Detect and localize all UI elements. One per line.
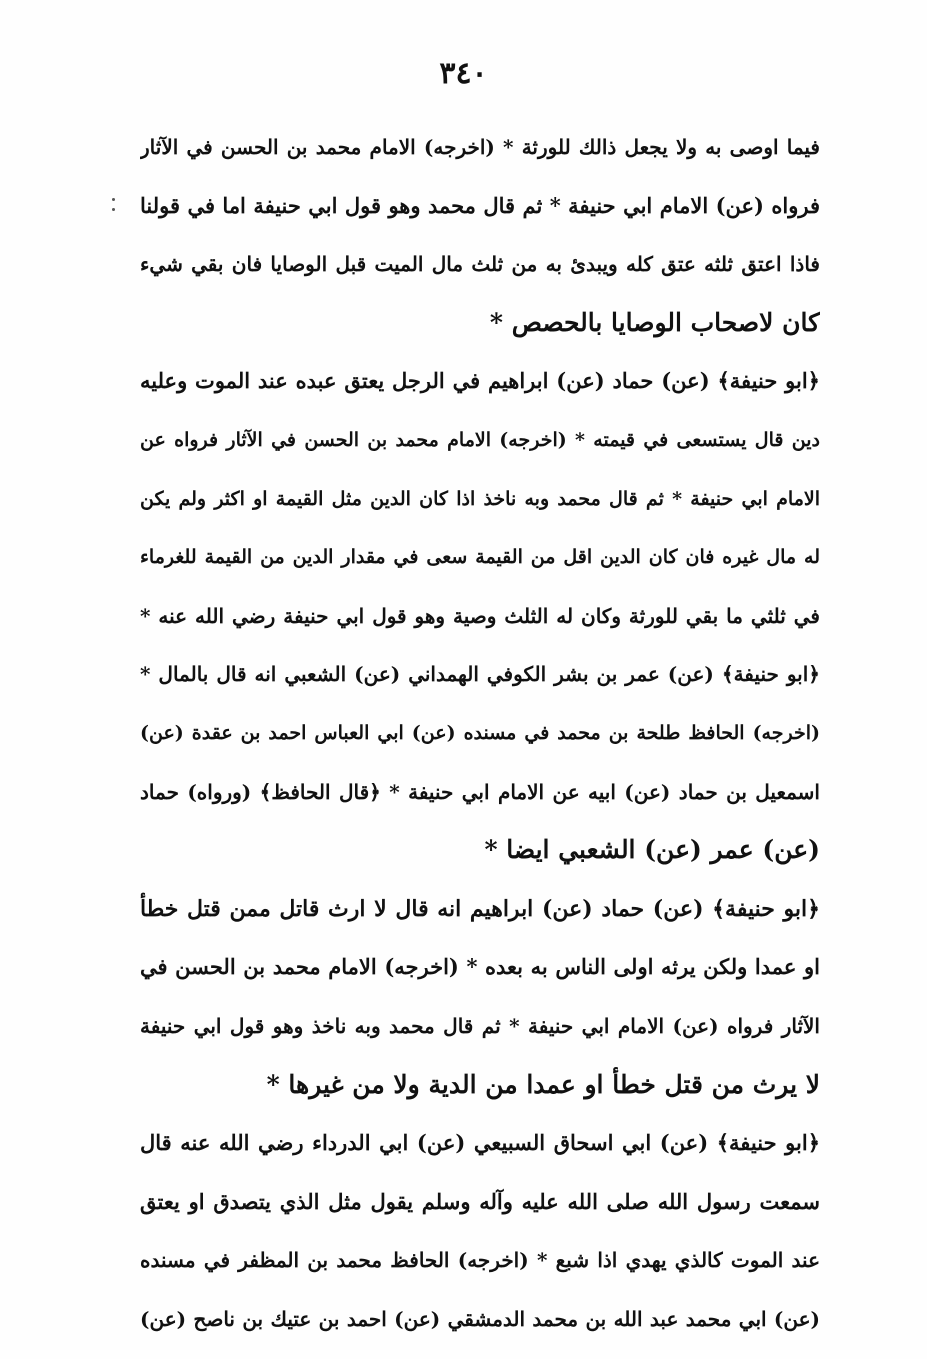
text-line: دين قال يستسعى في قيمته * (اخرجه) الامام محمد بن الحسن في الآثار فرواه عن	[140, 428, 820, 451]
text-line: فاذا اعتق ثلثه عتق كله ويبدئ به من ثلث مال الميت قبل الوصايا فان بقي شيء	[140, 252, 820, 277]
text-line: الامام ابي حنيفة * ثم قال محمد وبه ناخذ اذا كان الدين مثل القيمة او اكثر ولم يكن	[140, 487, 820, 510]
text-line: في ثلثي ما بقي للورثة وكان له الثلث وصية وهو قول ابي حنيفة رضي الله عنه *	[140, 603, 820, 628]
text-line: ﴿ابو حنيفة﴾ (عن) حماد (عن) ابراهيم في الرجل يعتق عبده عند الموت وعليه	[140, 368, 820, 394]
text-line: او عمدا ولكن يرثه اولى الناس به بعده * (اخرجه) الامام محمد بن الحسن في	[140, 954, 820, 980]
text-line: عند الموت كالذي يهدي اذا شبع * (اخرجه) الحافظ محمد بن المظفر في مسنده	[140, 1248, 820, 1273]
scan-speck	[112, 198, 115, 201]
text-line: كان لاصحاب الوصايا بالحصص *	[489, 307, 820, 337]
text-line: فرواه (عن) الامام ابي حنيفة * ثم قال محمد وهو قول ابي حنيفة اما في قولنا	[140, 192, 820, 218]
text-line: (عن) ابي محمد عبد الله بن محمد الدمشقي (عن) احمد بن عتيك بن ناصح (عن)	[140, 1306, 820, 1331]
body-text	[140, 118, 820, 1348]
text-line: الآثار فرواه (عن) الامام ابي حنيفة * ثم قال محمد وبه ناخذ وهو قول ابي حنيفة	[140, 1013, 820, 1038]
text-line: (عن) عمر (عن) الشعبي ايضا *	[484, 835, 820, 865]
scan-speck	[112, 208, 115, 211]
page-number: ٣٤٠	[439, 56, 488, 91]
text-line: (اخرجه) الحافظ طلحة بن محمد في مسنده (عن) ابي العباس احمد بن عقدة (عن)	[140, 721, 820, 744]
text-line: لا يرث من قتل خطأ او عمدا من الدية ولا من غيرها *	[266, 1069, 820, 1099]
text-line: ﴿ابو حنيفة﴾ (عن) حماد (عن) ابراهيم انه قال لا ارث قاتل ممن قتل خطأ	[140, 895, 820, 922]
text-line: ﴿ابو حنيفة﴾ (عن) عمر بن بشر الكوفي الهمداني (عن) الشعبي انه قال بالمال *	[140, 662, 820, 687]
text-line: اسمعيل بن حماد (عن) ابيه عن الامام ابي حنيفة * ﴿قال الحافظ﴾ (ورواه) حماد	[140, 779, 820, 804]
text-line: له مال غيره فان كان الدين اقل من القيمة سعى في مقدار الدين من القيمة للغرماء	[140, 546, 820, 569]
text-line: ﴿ابو حنيفة﴾ (عن) ابي اسحاق السبيعي (عن) ابي الدرداء رضي الله عنه قال	[140, 1130, 820, 1156]
text-line: سمعت رسول الله صلى الله عليه وآله وسلم يقول مثل الذي يتصدق او يعتق	[140, 1188, 820, 1214]
text-line: فيما اوصى به ولا يجعل ذالك للورثة * (اخرجه) الامام محمد بن الحسن في الآثار	[140, 135, 820, 159]
